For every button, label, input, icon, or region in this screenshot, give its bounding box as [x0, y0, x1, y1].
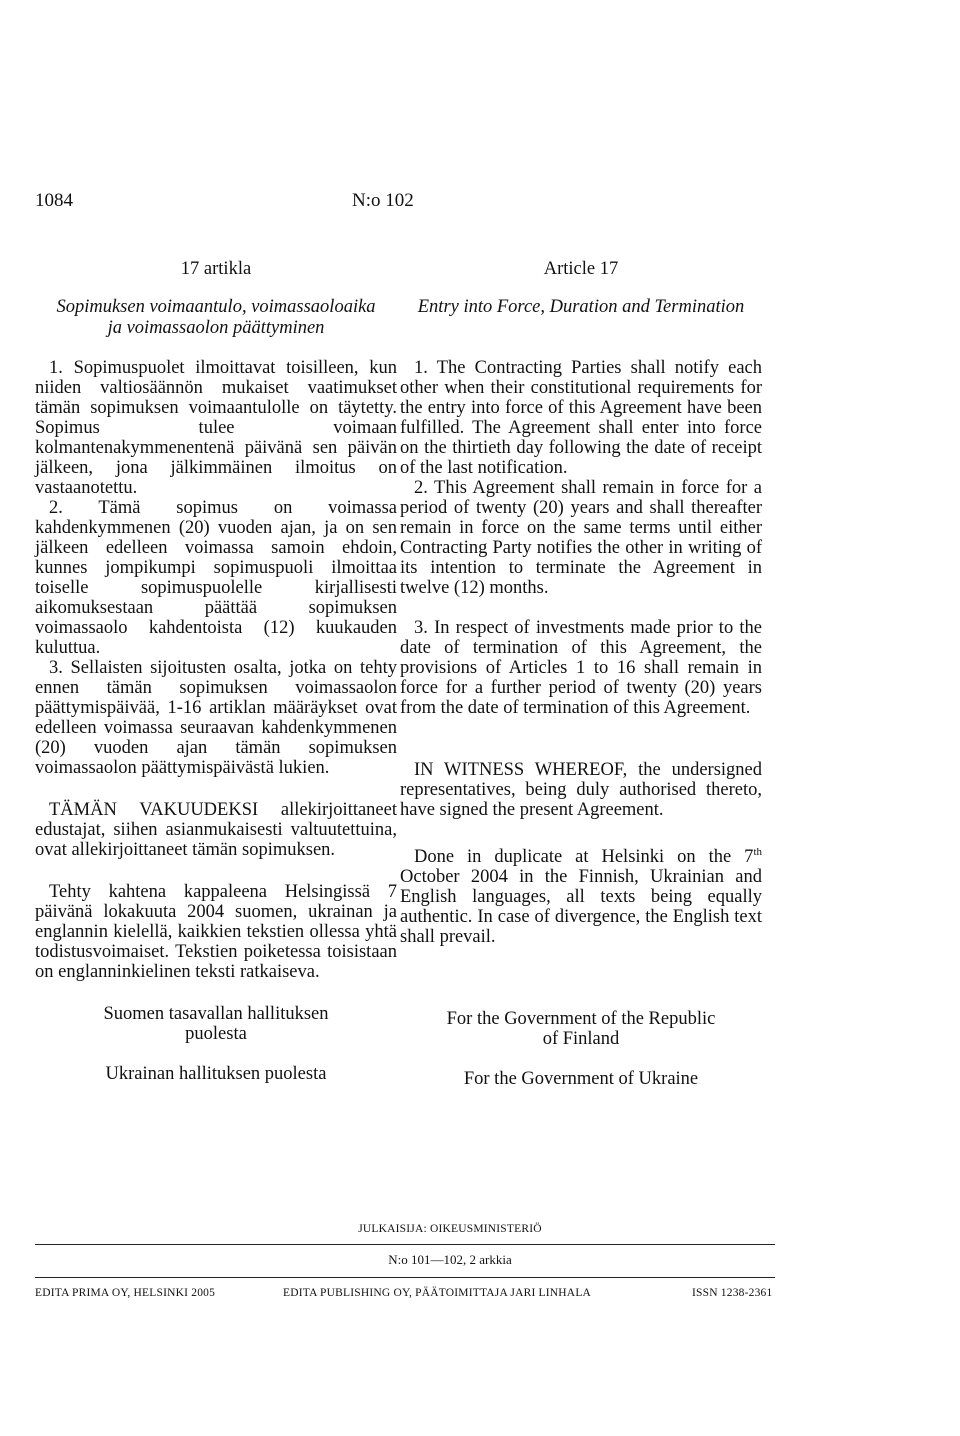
article-subheading-fi-line1: Sopimuksen voimaantulo, voimassaoloaika	[56, 297, 376, 317]
article-subheading-fi-line2: ja voimassaolon päättyminen	[107, 318, 325, 338]
signature-finland-en-line1: For the Government of the Republic	[446, 1009, 716, 1030]
left-column	[35, 258, 397, 1084]
done-clause-fi: Tehty kahtena kappaleena Helsingissä 7 päivänä lokakuuta 2004 suomen, ukrainan ja englannin kielellä, kaikkien tekstien ollessa yhtä todistusvoimaiset. Tekstien poiketessa toisistaan on englanninkielinen teksti ratkaiseva.	[35, 882, 397, 982]
footer-divider-bottom	[35, 1277, 775, 1278]
article-subheading-en: Entry into Force, Duration and Termination	[417, 297, 745, 317]
signature-finland-en-line2: of Finland	[542, 1029, 620, 1050]
article-heading-fi: 17 artikla	[180, 259, 252, 279]
done-clause-en-end: October 2004 in the Finnish, Ukrainian and English languages, all texts being equally authentic. In case of divergence, the English text shall prevail.	[400, 867, 762, 948]
publisher-line: JULKAISIJA: OIKEUSMINISTERIÖ	[358, 1223, 542, 1235]
done-clause-en-start: Done in duplicate at Helsinki on the 7	[414, 847, 754, 868]
paragraph-3-fi: 3. Sellaisten sijoitusten osalta, jotka on tehty ennen tämän sopimuksen voimassaolon päättymispäivää, 1-16 artiklan määräykset ovat edelleen voimassa seuraavan kahdenkymmenen (20) vuoden ajan tämän sopimuksen voimassaolon päättymispäivästä lukien.	[35, 658, 397, 778]
paragraph-3-en: 3. In respect of investments made prior to the date of termination of this Agreement, the provisions of Articles 1 to 16 shall remain in force for a further period of twenty (20) years from the date of termination of this Agreement.	[400, 618, 762, 718]
paragraph-1-fi: 1. Sopimuspuolet ilmoittavat toisilleen, kun niiden valtiosäännön mukaiset vaatimukset tämän sopimuksen voimaantulolle on täytetty. Sopimus tulee voimaan kolmantenakymmenentenä päivänä sen päivän jälkeen, jona jälkimmäinen ilmoitus on vastaanotettu.	[35, 358, 397, 498]
signature-finland-fi-line1: Suomen tasavallan hallituksen	[103, 1004, 329, 1024]
signature-ukraine-fi: Ukrainan hallituksen puolesta	[105, 1064, 327, 1084]
footer-divider-top	[35, 1244, 775, 1245]
right-column	[400, 258, 762, 1089]
editor-line: EDITA PUBLISHING OY, PÄÄTOIMITTAJA JARI LINHALA	[283, 1287, 592, 1299]
issn-line: ISSN 1238-2361	[692, 1287, 773, 1299]
done-clause-en	[400, 842, 762, 947]
paragraph-2-fi: 2. Tämä sopimus on voimassa kahdenkymmenen (20) vuoden ajan, ja on sen jälkeen edelleen voimassa samoin ehdoin, kunnes jompikumpi sopimuspuoli ilmoittaa toiselle sopimuspuolelle kirjallisesti aikomuksestaan päättää sopimuksen voimassaolo kahdentoista (12) kuukauden kuluttua.	[35, 498, 397, 658]
paragraph-1-en: 1. The Contracting Parties shall notify each other when their constitutional requirements for the entry into force of this Agreement have been fulfilled. The Agreement shall enter into force on the thirtieth day following the date of receipt of the last notification.	[400, 358, 762, 478]
paragraph-2-en: 2. This Agreement shall remain in force for a period of twenty (20) years and shall thereafter remain in force on the same terms until either Contracting Party notifies the other in writing of its intention to terminate the Agreement in twelve (12) months.	[400, 478, 762, 598]
printer-line: EDITA PRIMA OY, HELSINKI 2005	[35, 1287, 216, 1299]
witness-clause-en: IN WITNESS WHEREOF, the undersigned representatives, being duly authorised thereto, have signed the present Agreement.	[400, 760, 762, 820]
ordinal-suffix: th	[753, 846, 762, 858]
signature-ukraine-en: For the Government of Ukraine	[463, 1069, 699, 1090]
issue-range: N:o 101—102, 2 arkkia	[388, 1252, 512, 1267]
issue-number: N:o 102	[352, 190, 414, 211]
article-heading-en: Article 17	[543, 259, 619, 279]
page-number: 1084	[35, 190, 73, 211]
witness-clause-fi: TÄMÄN VAKUUDEKSI allekirjoittaneet edustajat, siihen asianmukaisesti valtuutettuina, ovat allekirjoittaneet tämän sopimuksen.	[35, 800, 397, 860]
signature-finland-fi-line2: puolesta	[185, 1024, 247, 1044]
